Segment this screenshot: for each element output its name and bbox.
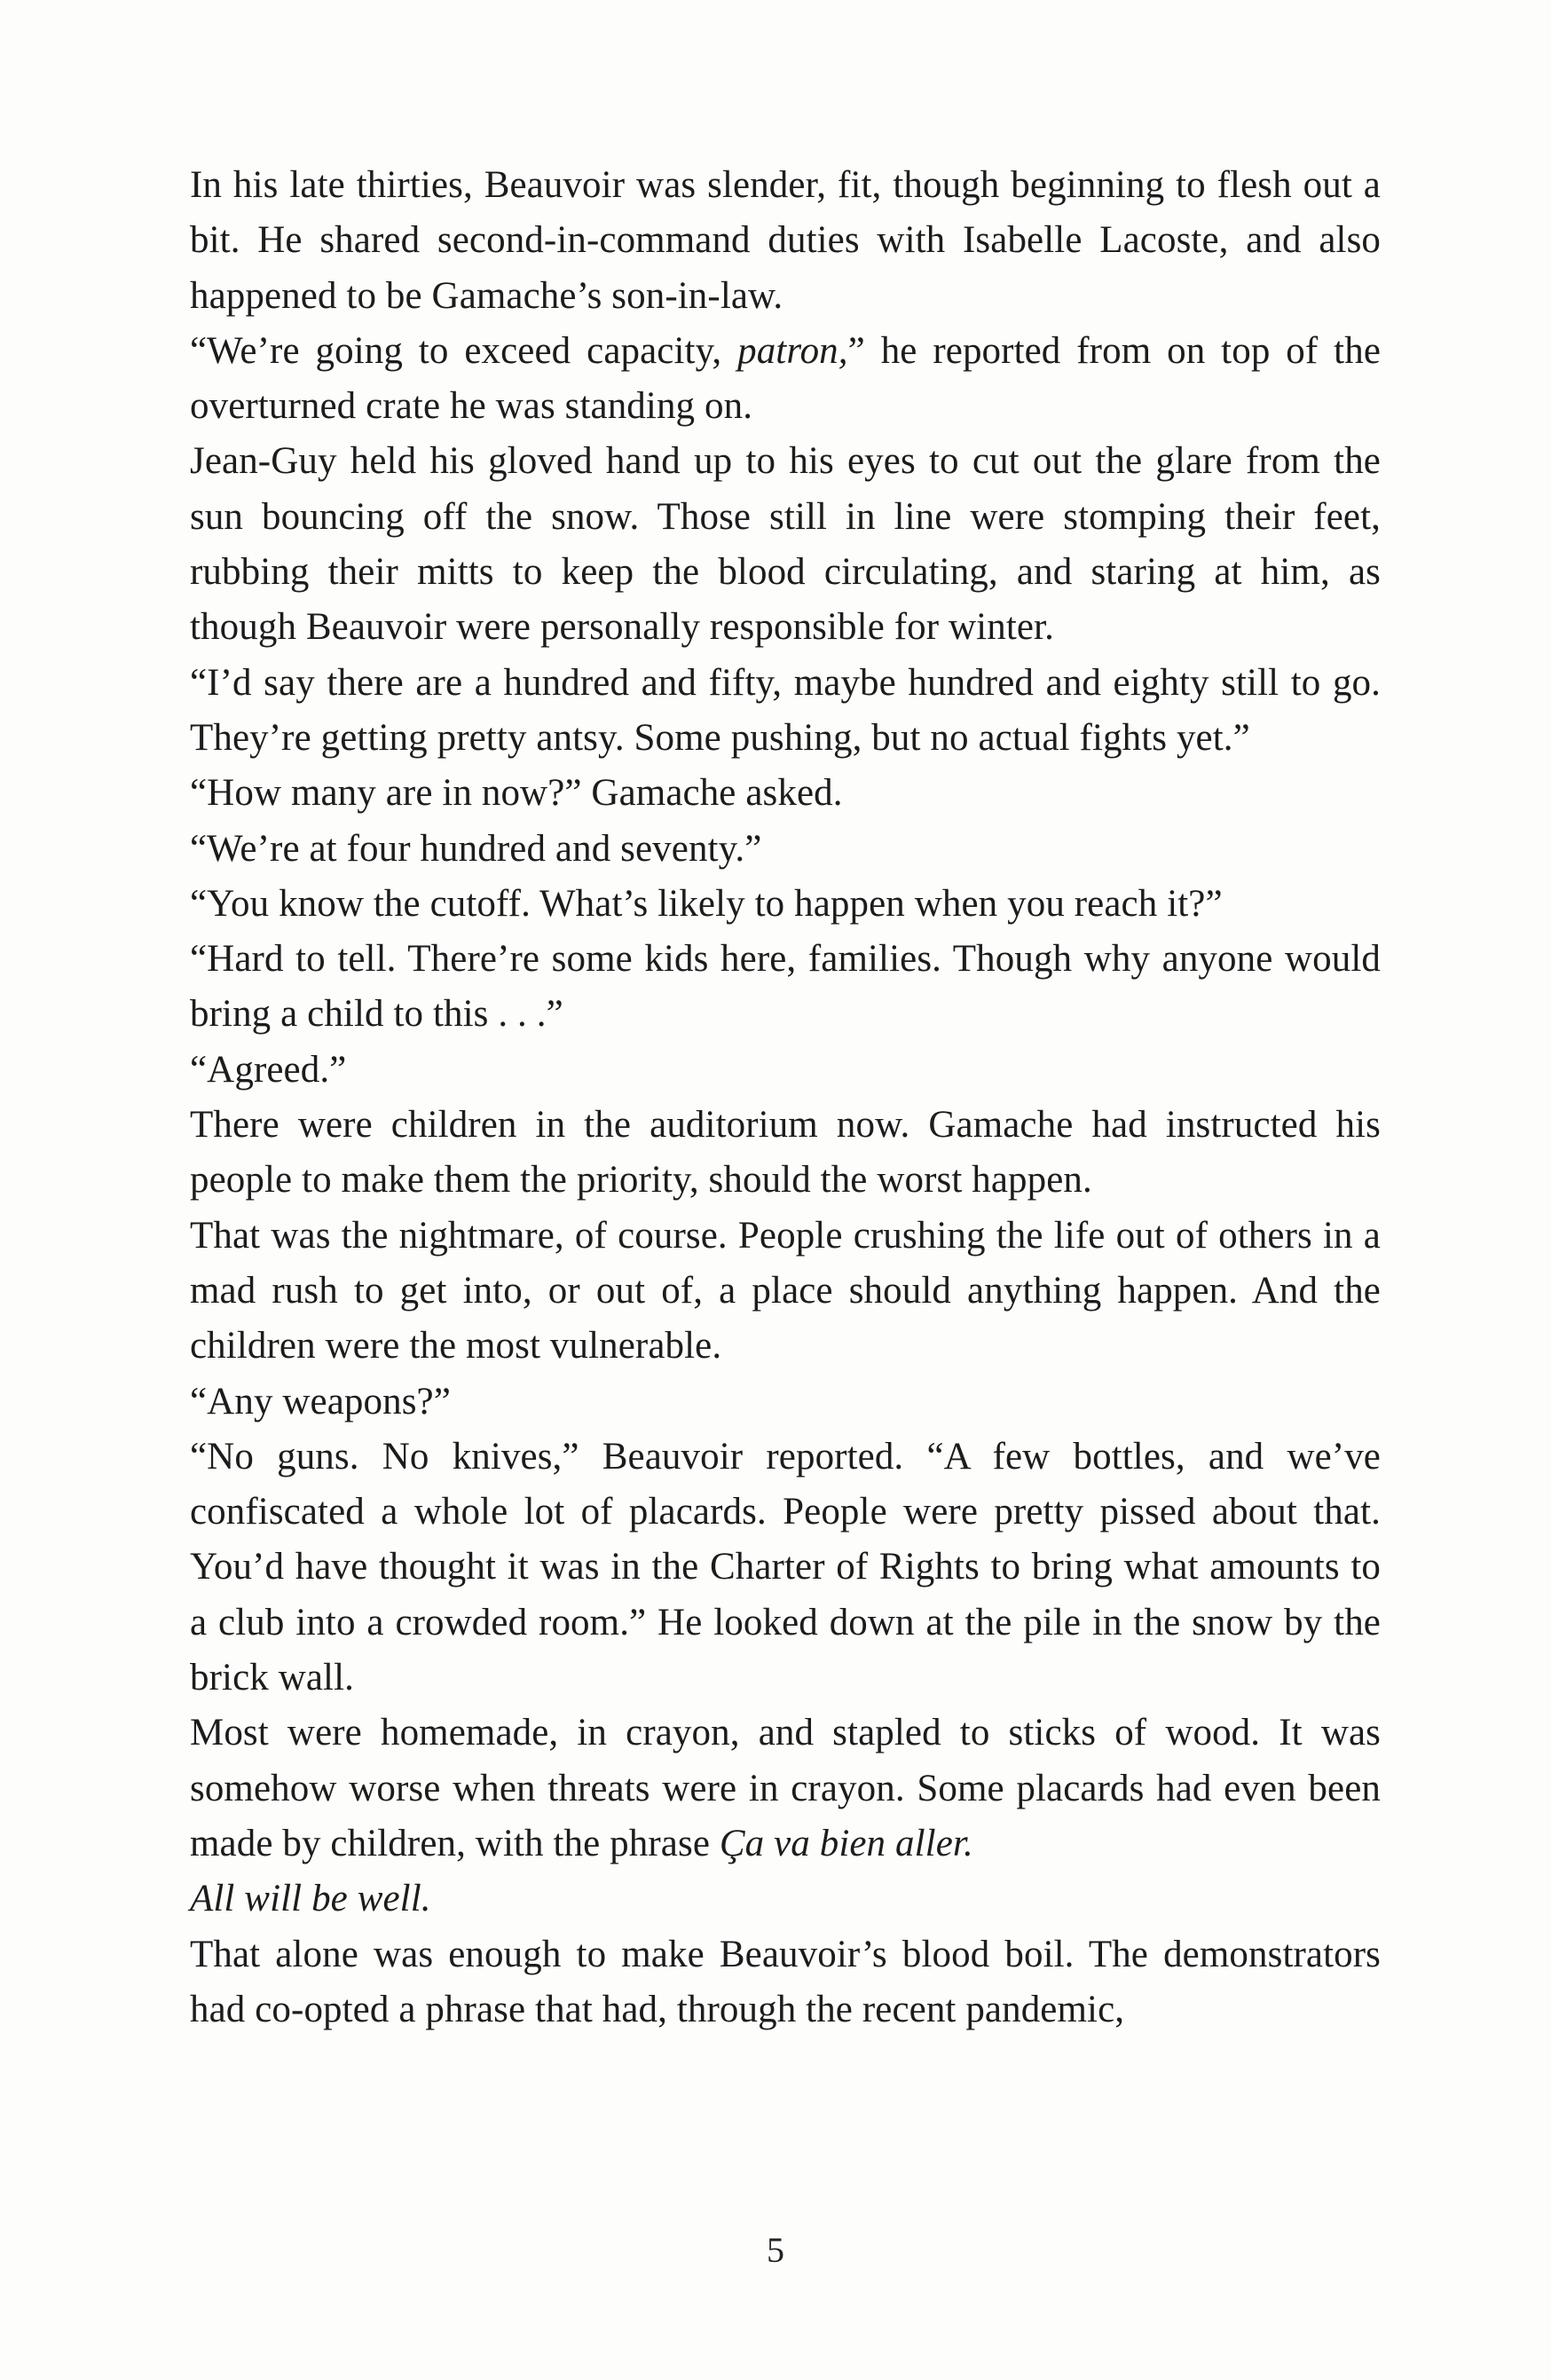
paragraph-text: “Any weapons?” [190, 1380, 451, 1422]
paragraph-text: ” he reported from on top of the overturned crate he was standing on. [190, 329, 1382, 428]
paragraph [190, 932, 1381, 1043]
paragraph [190, 324, 1381, 435]
paragraph-text: “No guns. No knives,” Beauvoir reported. “A few bottles, and we’ve confiscated a whole lot of placards. People were pretty pissed about that. You’d have thought it was in the Charter of Rights to bring what amounts to a club into a crowded room.” He looked down at the pile in the snow by the brick wall. [190, 1435, 1381, 1699]
paragraph [190, 877, 1381, 932]
paragraph [190, 1209, 1381, 1375]
paragraph [190, 1706, 1381, 1872]
italic-text: Ça va bien aller. [719, 1822, 973, 1864]
paragraph-text: “I’d say there are a hundred and fifty, maybe hundred and eighty still to go. They’re getting pretty antsy. Some pushing, but no actual fights yet.” [190, 661, 1381, 759]
paragraph [190, 158, 1381, 324]
paragraph-text: That was the nightmare, of course. People crushing the life out of others in a mad rush to get into, or out of, a place should anything happen. And the children were the most vulnerable. [190, 1214, 1381, 1367]
paragraph-text: Most were homemade, in crayon, and stapled to sticks of wood. It was somehow worse when threats were in crayon. Some placards had even been made by children, with the phrase [190, 1712, 1381, 1864]
paragraph [190, 1927, 1381, 2038]
paragraph [190, 1375, 1381, 1430]
paragraph [190, 1872, 1381, 1927]
paragraph-text: “Hard to tell. There’re some kids here, families. Though why anyone would bring a child to this . . .” [190, 938, 1381, 1036]
body-text [190, 158, 1381, 2037]
paragraph-text: Jean-Guy held his gloved hand up to his eyes to cut out the glare from the sun bouncing off the snow. Those still in line were stomping their feet, rubbing their mitts to keep the blood circulating, and staring at him, as though Beauvoir were personally responsible for winter. [190, 440, 1381, 649]
page-number: 5 [767, 2230, 784, 2270]
paragraph [190, 434, 1381, 655]
paragraph [190, 766, 1381, 821]
italic-text: All will be well. [190, 1878, 431, 1920]
paragraph [190, 1430, 1381, 1706]
paragraph-text: In his late thirties, Beauvoir was slender, fit, though beginning to flesh out a bit. He shared second-in-command duties with Isabelle Lacoste, and also happened to be Gamache’s son-in-law. [190, 164, 1381, 317]
paragraph-text: “We’re at four hundred and seventy.” [190, 827, 762, 870]
paragraph-text: “You know the cutoff. What’s likely to happen when you reach it?” [190, 882, 1223, 925]
paragraph-text: That alone was enough to make Beauvoir’s blood boil. The demonstrators had co-opted a phrase that had, through the recent pandemic, [190, 1933, 1381, 2030]
paragraph [190, 1098, 1381, 1209]
paragraph-text: “Agreed.” [190, 1048, 347, 1091]
italic-text: patron, [737, 329, 848, 372]
paragraph [190, 656, 1381, 767]
paragraph [190, 822, 1381, 877]
paragraph-text: “We’re going to exceed capacity, [190, 329, 738, 372]
paragraph-text: “How many are in now?” Gamache asked. [190, 772, 843, 815]
paragraph [190, 1043, 1381, 1098]
paragraph-text: There were children in the auditorium now. Gamache had instructed his people to make them the priority, should the worst happen. [190, 1104, 1381, 1202]
